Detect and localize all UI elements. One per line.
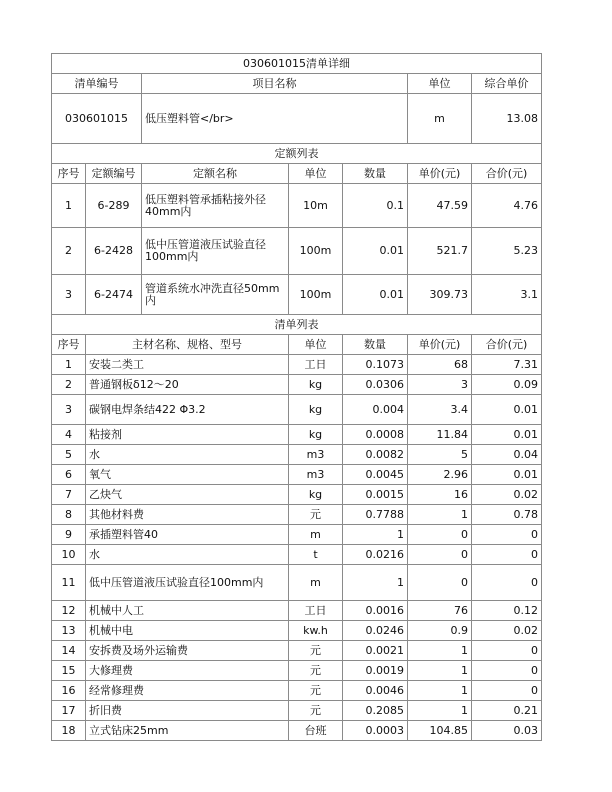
quota-no: 2 [52, 228, 86, 275]
material-qty: 0.0216 [343, 545, 408, 565]
quota-unit: 100m [289, 228, 343, 275]
material-name: 安装二类工 [86, 355, 289, 375]
quota-no: 1 [52, 184, 86, 228]
material-total: 0 [472, 565, 542, 601]
quota-header-row [52, 164, 542, 184]
material-qty: 0.0082 [343, 445, 408, 465]
material-no: 8 [52, 505, 86, 525]
material-price: 2.96 [408, 465, 472, 485]
material-unit: kg [289, 375, 343, 395]
material-row [52, 355, 542, 375]
material-header-row [52, 335, 542, 355]
material-name-header: 主材名称、规格、型号 [86, 335, 289, 355]
bill-unit: m [408, 94, 472, 144]
material-no: 14 [52, 641, 86, 661]
quota-unit: 100m [289, 275, 343, 315]
material-price: 0 [408, 525, 472, 545]
detail-sheet [51, 53, 541, 741]
material-total: 7.31 [472, 355, 542, 375]
material-row [52, 701, 542, 721]
material-qty: 0.0003 [343, 721, 408, 741]
material-name: 经常修理费 [86, 681, 289, 701]
material-price: 1 [408, 681, 472, 701]
material-no: 15 [52, 661, 86, 681]
material-no: 10 [52, 545, 86, 565]
material-row [52, 545, 542, 565]
material-name: 机械中人工 [86, 601, 289, 621]
quota-qty: 0.1 [343, 184, 408, 228]
quota-price-header: 单价(元) [408, 164, 472, 184]
material-name: 氧气 [86, 465, 289, 485]
material-unit: 元 [289, 661, 343, 681]
material-price: 104.85 [408, 721, 472, 741]
material-unit: 工日 [289, 601, 343, 621]
quota-row [52, 184, 542, 228]
material-total: 0.78 [472, 505, 542, 525]
bill-name-header: 项目名称 [142, 74, 408, 94]
material-price-header: 单价(元) [408, 335, 472, 355]
material-total: 0.02 [472, 621, 542, 641]
material-price: 3 [408, 375, 472, 395]
material-row [52, 661, 542, 681]
material-name: 大修理费 [86, 661, 289, 681]
material-section-title: 清单列表 [52, 315, 542, 335]
material-name: 低中压管道液压试验直径100mm内 [86, 565, 289, 601]
material-unit: m3 [289, 445, 343, 465]
bill-price: 13.08 [472, 94, 542, 144]
quota-total: 3.1 [472, 275, 542, 315]
material-unit-header: 单位 [289, 335, 343, 355]
material-unit: t [289, 545, 343, 565]
bill-header-row [52, 74, 542, 94]
material-price: 5 [408, 445, 472, 465]
material-total: 0 [472, 681, 542, 701]
material-total: 0 [472, 545, 542, 565]
material-no: 1 [52, 355, 86, 375]
material-total: 0.01 [472, 465, 542, 485]
material-no: 6 [52, 465, 86, 485]
quota-total: 5.23 [472, 228, 542, 275]
material-no: 9 [52, 525, 86, 545]
material-name: 其他材料费 [86, 505, 289, 525]
quota-code: 6-289 [86, 184, 142, 228]
material-unit: kg [289, 395, 343, 425]
material-unit: m [289, 565, 343, 601]
quota-section-row [52, 144, 542, 164]
material-row [52, 721, 542, 741]
material-unit: 元 [289, 701, 343, 721]
material-total: 0 [472, 661, 542, 681]
bill-row [52, 94, 542, 144]
quota-unit: 10m [289, 184, 343, 228]
material-name: 水 [86, 545, 289, 565]
bill-code-header: 清单编号 [52, 74, 142, 94]
material-qty: 0.2085 [343, 701, 408, 721]
material-row [52, 525, 542, 545]
material-total: 0.03 [472, 721, 542, 741]
quota-qty-header: 数量 [343, 164, 408, 184]
material-price: 1 [408, 661, 472, 681]
material-no: 2 [52, 375, 86, 395]
bill-unit-header: 单位 [408, 74, 472, 94]
material-total-header: 合价(元) [472, 335, 542, 355]
quota-total-header: 合价(元) [472, 164, 542, 184]
material-price: 0 [408, 545, 472, 565]
quota-code: 6-2428 [86, 228, 142, 275]
material-row [52, 601, 542, 621]
quota-qty: 0.01 [343, 228, 408, 275]
material-no: 18 [52, 721, 86, 741]
material-qty: 0.0246 [343, 621, 408, 641]
material-price: 1 [408, 505, 472, 525]
material-qty: 0.0046 [343, 681, 408, 701]
quota-no-header: 序号 [52, 164, 86, 184]
material-total: 0.01 [472, 425, 542, 445]
quota-code: 6-2474 [86, 275, 142, 315]
material-price: 68 [408, 355, 472, 375]
material-total: 0 [472, 641, 542, 661]
material-price: 3.4 [408, 395, 472, 425]
material-no: 5 [52, 445, 86, 465]
material-price: 16 [408, 485, 472, 505]
quota-no: 3 [52, 275, 86, 315]
quota-name-header: 定额名称 [142, 164, 289, 184]
material-unit: kg [289, 485, 343, 505]
material-total: 0.12 [472, 601, 542, 621]
material-name: 安拆费及场外运输费 [86, 641, 289, 661]
material-qty: 0.0008 [343, 425, 408, 445]
material-qty: 0.0015 [343, 485, 408, 505]
quota-unit-header: 单位 [289, 164, 343, 184]
material-qty: 0.7788 [343, 505, 408, 525]
material-name: 粘接剂 [86, 425, 289, 445]
quota-code-header: 定额编号 [86, 164, 142, 184]
material-qty: 1 [343, 525, 408, 545]
material-unit: kg [289, 425, 343, 445]
material-row [52, 445, 542, 465]
material-qty: 0.1073 [343, 355, 408, 375]
quota-section-title: 定额列表 [52, 144, 542, 164]
material-unit: 工日 [289, 355, 343, 375]
material-no-header: 序号 [52, 335, 86, 355]
bill-code: 030601015 [52, 94, 142, 144]
bill-price-header: 综合单价 [472, 74, 542, 94]
quota-price: 47.59 [408, 184, 472, 228]
quota-price: 521.7 [408, 228, 472, 275]
material-row [52, 565, 542, 601]
material-total: 0.02 [472, 485, 542, 505]
material-total: 0.21 [472, 701, 542, 721]
quota-price: 309.73 [408, 275, 472, 315]
material-unit: 台班 [289, 721, 343, 741]
material-price: 11.84 [408, 425, 472, 445]
material-unit: 元 [289, 505, 343, 525]
material-price: 1 [408, 641, 472, 661]
material-row [52, 395, 542, 425]
material-no: 13 [52, 621, 86, 641]
material-qty: 1 [343, 565, 408, 601]
quota-row [52, 228, 542, 275]
material-row [52, 681, 542, 701]
material-total: 0.04 [472, 445, 542, 465]
material-no: 16 [52, 681, 86, 701]
detail-table [51, 53, 542, 741]
material-unit: kw.h [289, 621, 343, 641]
material-qty: 0.0016 [343, 601, 408, 621]
material-qty: 0.004 [343, 395, 408, 425]
material-row [52, 641, 542, 661]
material-name: 乙炔气 [86, 485, 289, 505]
material-price: 0.9 [408, 621, 472, 641]
material-no: 11 [52, 565, 86, 601]
material-total: 0 [472, 525, 542, 545]
quota-qty: 0.01 [343, 275, 408, 315]
material-name: 折旧费 [86, 701, 289, 721]
material-qty: 0.0021 [343, 641, 408, 661]
material-row [52, 505, 542, 525]
quota-row [52, 275, 542, 315]
material-row [52, 425, 542, 445]
quota-name: 低中压管道液压试验直径100mm内 [142, 228, 289, 275]
table-body [52, 54, 542, 741]
material-name: 机械中电 [86, 621, 289, 641]
material-total: 0.01 [472, 395, 542, 425]
quota-name: 管道系统水冲洗直径50mm内 [142, 275, 289, 315]
material-qty-header: 数量 [343, 335, 408, 355]
material-no: 12 [52, 601, 86, 621]
material-total: 0.09 [472, 375, 542, 395]
material-row [52, 465, 542, 485]
material-no: 3 [52, 395, 86, 425]
material-no: 7 [52, 485, 86, 505]
material-price: 76 [408, 601, 472, 621]
material-name: 普通钢板δ12～20 [86, 375, 289, 395]
sheet-title: 030601015清单详细 [52, 54, 542, 74]
material-qty: 0.0306 [343, 375, 408, 395]
material-name: 承插塑料管40 [86, 525, 289, 545]
material-unit: m [289, 525, 343, 545]
material-price: 0 [408, 565, 472, 601]
material-unit: m3 [289, 465, 343, 485]
material-unit: 元 [289, 641, 343, 661]
material-row [52, 621, 542, 641]
material-name: 立式钻床25mm [86, 721, 289, 741]
material-no: 17 [52, 701, 86, 721]
material-no: 4 [52, 425, 86, 445]
material-qty: 0.0045 [343, 465, 408, 485]
material-name: 碳钢电焊条结422 Φ3.2 [86, 395, 289, 425]
material-section-row [52, 315, 542, 335]
quota-total: 4.76 [472, 184, 542, 228]
quota-name: 低压塑料管承插粘接外径40mm内 [142, 184, 289, 228]
bill-name: 低压塑料管</br> [142, 94, 408, 144]
material-price: 1 [408, 701, 472, 721]
material-row [52, 485, 542, 505]
material-row [52, 375, 542, 395]
material-unit: 元 [289, 681, 343, 701]
material-name: 水 [86, 445, 289, 465]
title-row [52, 54, 542, 74]
material-qty: 0.0019 [343, 661, 408, 681]
